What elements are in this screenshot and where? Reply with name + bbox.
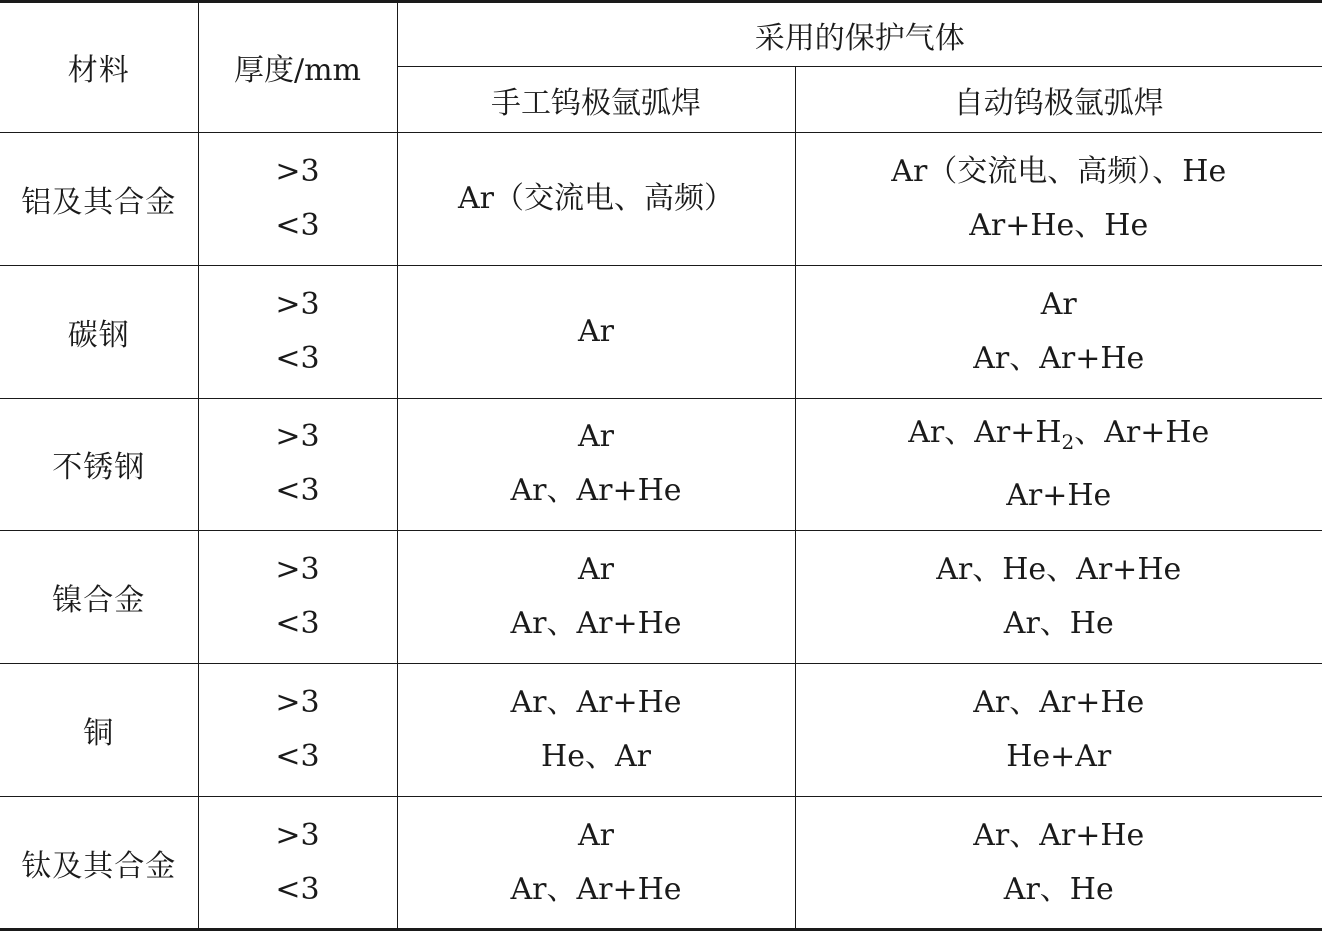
thickness-lt: <3 [275,606,320,642]
thickness-lt: <3 [275,340,320,376]
auto-gas-cell [795,398,1322,531]
material-cell: 铝及其合金 [0,132,198,265]
auto-gas-cell [795,132,1322,265]
manual-gas-line: Ar [577,419,614,455]
manual-gas-line: Ar、Ar+He [510,473,682,509]
auto-gas-line: Ar（交流电、高频）、He [891,153,1227,189]
header-material: 材料 [0,2,198,133]
manual-gas-line: Ar [577,817,614,853]
table-row [0,398,1322,531]
material-cell: 镍合金 [0,531,198,664]
auto-gas-line: Ar+He、He [969,207,1149,243]
manual-gas-cell [397,797,795,930]
manual-gas-line: Ar、Ar+He [510,606,682,642]
table-row [0,664,1322,797]
manual-gas-cell [397,398,795,531]
manual-gas-line: Ar、Ar+He [510,685,682,721]
auto-gas-line: Ar、Ar+He [973,685,1145,721]
material-cell: 钛及其合金 [0,797,198,930]
manual-gas-line: He、Ar [541,739,651,775]
thickness-cell [198,664,397,797]
thickness-lt: <3 [275,207,320,243]
thickness-gt: >3 [275,685,320,721]
auto-gas-line: Ar、He、Ar+He [936,552,1182,588]
manual-gas-line: Ar [577,313,614,349]
manual-gas-line: Ar（交流电、高频） [457,180,734,216]
auto-gas-cell [795,664,1322,797]
thickness-gt: >3 [275,817,320,853]
manual-gas-cell [397,531,795,664]
subscript-2: 2 [1061,429,1075,454]
manual-gas-cell [397,132,795,265]
thickness-lt: <3 [275,739,320,775]
thickness-gt: >3 [275,153,320,189]
auto-gas-line: Ar、Ar+He [973,817,1145,853]
thickness-gt: >3 [275,552,320,588]
thickness-cell [198,531,397,664]
thickness-cell [198,797,397,930]
auto-gas-cell [795,265,1322,398]
material-cell: 碳钢 [0,265,198,398]
auto-gas-line: Ar、He [1003,871,1114,907]
header-manual: 手工钨极氩弧焊 [397,67,795,132]
manual-gas-line: Ar [577,552,614,588]
manual-gas-cell [397,265,795,398]
auto-gas-cell [795,797,1322,930]
thickness-lt: <3 [275,473,320,509]
table-row [0,265,1322,398]
thickness-cell [198,132,397,265]
auto-gas-line: Ar、Ar+He [973,340,1145,376]
thickness-gt: >3 [275,286,320,322]
auto-gas-line: He+Ar [1006,739,1112,775]
header-thickness: 厚度/mm [198,2,397,133]
auto-gas-line: Ar、He [1003,606,1114,642]
manual-gas-cell [397,664,795,797]
auto-gas-line: Ar [1040,286,1077,322]
material-cell: 不锈钢 [0,398,198,531]
table-row [0,531,1322,664]
thickness-lt: <3 [275,871,320,907]
table-row [0,797,1322,930]
manual-gas-line: Ar、Ar+He [510,871,682,907]
table-row [0,132,1322,265]
thickness-gt: >3 [275,419,320,455]
header-gas-group: 采用的保护气体 [397,2,1322,67]
auto-gas-post: 、Ar+He [1074,414,1210,450]
header-auto: 自动钨极氩弧焊 [795,67,1322,132]
auto-gas-line [908,414,1209,461]
auto-gas-line: Ar+He [1006,477,1112,513]
thickness-cell [198,265,397,398]
auto-gas-cell [795,531,1322,664]
material-cell: 铜 [0,664,198,797]
header-row-1 [0,2,1322,67]
auto-gas-pre: Ar、Ar+H [908,414,1062,450]
thickness-cell [198,398,397,531]
